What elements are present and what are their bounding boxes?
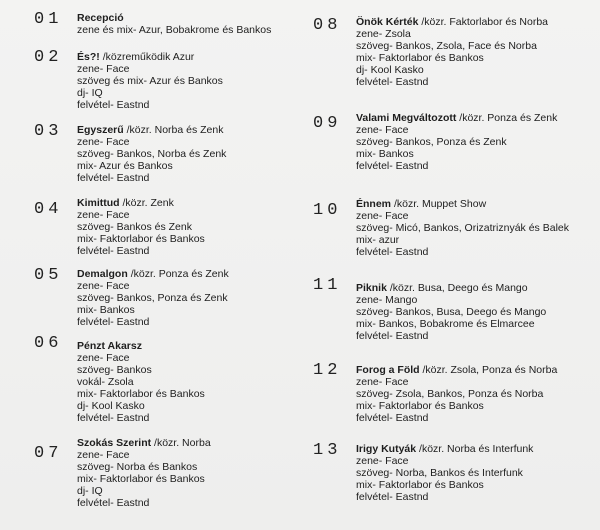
track-number: 11 xyxy=(313,276,342,295)
track-number: 04 xyxy=(34,200,63,219)
credit-line: zene- Face xyxy=(77,136,130,148)
track-number: 03 xyxy=(34,122,63,141)
credit-line: zene- Mango xyxy=(356,294,418,306)
track-title: Piknik xyxy=(356,282,387,294)
credit-line: zene- Face xyxy=(77,352,130,364)
track-note: /közr. Norba xyxy=(154,437,211,449)
credit-line: szöveg- Micó, Bankos, Orizatriznyák és Balek xyxy=(356,222,569,234)
credit-line: mix- Faktorlabor és Bankos xyxy=(77,233,205,245)
credit-line: felvétel- Eastnd xyxy=(77,316,150,328)
credit-line: zene- Face xyxy=(77,209,130,221)
credit-line: mix- Faktorlabor és Bankos xyxy=(356,52,484,64)
track-note: /közr. Busa, Deego és Mango xyxy=(389,282,528,294)
credit-line: zene- Zsola xyxy=(356,28,411,40)
credit-line: mix- Faktorlabor és Bankos xyxy=(356,400,484,412)
credit-line: zene- Face xyxy=(77,449,130,461)
credit-line: mix- Azur és Bankos xyxy=(77,160,173,172)
credit-line: zene- Face xyxy=(77,280,130,292)
track-number: 10 xyxy=(313,201,342,220)
track-title: Kimittud xyxy=(77,197,120,209)
track-title: Recepció xyxy=(77,12,124,24)
track-note: /közr. Zenk xyxy=(122,197,174,209)
track-entry xyxy=(77,437,211,509)
credit-line: dj- Kool Kasko xyxy=(77,400,145,412)
track-entry xyxy=(356,198,569,258)
track-number: 08 xyxy=(313,16,342,35)
credit-line: szöveg- Bankos, Ponza és Zenk xyxy=(77,292,228,304)
track-note: /közreműködik Azur xyxy=(102,51,195,63)
credit-line: mix- Faktorlabor és Bankos xyxy=(356,479,484,491)
credit-line: felvétel- Eastnd xyxy=(356,246,429,258)
credit-line: zene- Face xyxy=(356,124,409,136)
track-title: Önök Kérték xyxy=(356,16,419,28)
credit-line: szöveg- Zsola, Bankos, Ponza és Norba xyxy=(356,388,544,400)
track-entry xyxy=(356,282,546,342)
track-entry xyxy=(77,268,229,328)
track-entry xyxy=(356,364,557,424)
track-note: /közr. Faktorlabor és Norba xyxy=(421,16,548,28)
credit-line: dj- IQ xyxy=(77,87,103,99)
track-note: /közr. Zsola, Ponza és Norba xyxy=(422,364,558,376)
credit-line: felvétel- Eastnd xyxy=(77,497,150,509)
track-title: És?! xyxy=(77,51,100,63)
credit-line: zene és mix- Azur, Bobakrome és Bankos xyxy=(77,24,272,36)
credit-line: szöveg- Norba és Bankos xyxy=(77,461,198,473)
track-number: 13 xyxy=(313,441,342,460)
track-entry xyxy=(77,124,226,184)
credit-line: szöveg- Bankos, Norba és Zenk xyxy=(77,148,227,160)
credit-line: felvétel- Eastnd xyxy=(356,160,429,172)
credit-line: szöveg- Bankos, Ponza és Zenk xyxy=(356,136,507,148)
credit-line: dj- Kool Kasko xyxy=(356,64,424,76)
track-entry xyxy=(77,12,271,36)
credit-line: felvétel- Eastnd xyxy=(356,76,429,88)
track-title: Forog a Föld xyxy=(356,364,420,376)
credit-line: mix- Bankos, Bobakrome és Elmarcee xyxy=(356,318,535,330)
credit-line: dj- IQ xyxy=(77,485,103,497)
track-entry xyxy=(356,443,533,503)
track-number: 12 xyxy=(313,361,342,380)
track-entry xyxy=(356,112,557,172)
track-title: Irigy Kutyák xyxy=(356,443,417,455)
credit-line: mix- Faktorlabor és Bankos xyxy=(77,473,205,485)
credit-line: szöveg- Bankos, Zsola, Face és Norba xyxy=(356,40,537,52)
track-number: 01 xyxy=(34,10,63,29)
track-note: /közr. Ponza és Zenk xyxy=(459,112,558,124)
track-entry xyxy=(356,16,548,88)
credit-line: mix- Faktorlabor és Bankos xyxy=(77,388,205,400)
track-title: Demalgon xyxy=(77,268,128,280)
credit-line: felvétel- Eastnd xyxy=(77,245,150,257)
track-title: Egyszerű xyxy=(77,124,124,136)
track-title: Pénzt Akarsz xyxy=(77,340,142,352)
credit-line: szöveg- Bankos és Zenk xyxy=(77,221,192,233)
track-entry xyxy=(77,51,223,111)
credit-line: felvétel- Eastnd xyxy=(77,172,150,184)
credit-line: felvétel- Eastnd xyxy=(356,491,429,503)
credit-line: zene- Face xyxy=(356,210,409,222)
track-note: /közr. Norba és Zenk xyxy=(126,124,224,136)
credit-line: zene- Face xyxy=(77,63,130,75)
track-note: /közr. Norba és Interfunk xyxy=(419,443,534,455)
credit-line: zene- Face xyxy=(356,376,409,388)
credit-line: felvétel- Eastnd xyxy=(77,412,150,424)
track-note: /közr. Ponza és Zenk xyxy=(130,268,229,280)
credit-line: mix- azur xyxy=(356,234,400,246)
track-title: Szokás Szerint xyxy=(77,437,152,449)
credit-line: szöveg és mix- Azur és Bankos xyxy=(77,75,223,87)
track-number: 07 xyxy=(34,444,63,463)
credit-line: felvétel- Eastnd xyxy=(77,99,150,111)
credit-line: szöveg- Norba, Bankos és Interfunk xyxy=(356,467,523,479)
track-number: 09 xyxy=(313,114,342,133)
credit-line: vokál- Zsola xyxy=(77,376,134,388)
track-entry xyxy=(77,197,205,257)
credit-line: felvétel- Eastnd xyxy=(356,412,429,424)
credit-line: felvétel- Eastnd xyxy=(356,330,429,342)
credit-line: szöveg- Bankos xyxy=(77,364,152,376)
credit-line: zene- Face xyxy=(356,455,409,467)
track-note: /közr. Muppet Show xyxy=(393,198,487,210)
credit-line: mix- Bankos xyxy=(356,148,414,160)
track-number: 05 xyxy=(34,266,63,285)
track-entry xyxy=(77,340,205,424)
track-number: 02 xyxy=(34,48,63,67)
track-number: 06 xyxy=(34,334,63,353)
credit-line: szöveg- Bankos, Busa, Deego és Mango xyxy=(356,306,547,318)
track-title: Valami Megváltozott xyxy=(356,112,457,124)
track-title: Énnem xyxy=(356,198,392,210)
credit-line: mix- Bankos xyxy=(77,304,135,316)
